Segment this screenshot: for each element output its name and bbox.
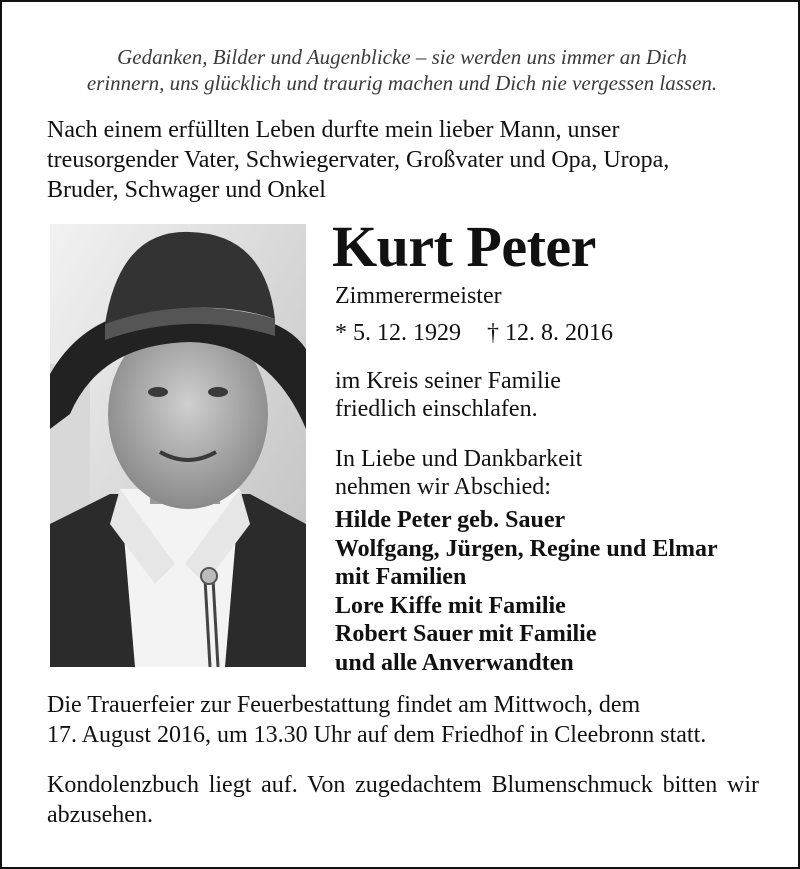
passing-line: im Kreis seiner Familie (335, 368, 561, 394)
funeral-notice-line: 17. August 2016, um 13.30 Uhr auf dem Friedhof in Cleebronn statt. (47, 722, 707, 748)
mourner-entry: mit Familien (335, 564, 467, 590)
mourner-entry: und alle Anverwandten (335, 649, 574, 676)
intro-line: treusorgender Vater, Schwiegervater, Großvater und Opa, Uropa, (47, 147, 670, 173)
birth-date: * 5. 12. 1929 (335, 320, 461, 346)
memorial-quote (42, 44, 762, 96)
mourner-entry: Wolfgang, Jürgen, Regine und Elmar (335, 535, 718, 562)
mourner-entry: Hilde Peter geb. Sauer (335, 507, 566, 533)
memorial-quote-line: Gedanken, Bilder und Augenblicke – sie werden uns immer an Dich (117, 45, 687, 69)
mourner-entry: Robert Sauer mit Familie (335, 621, 597, 647)
funeral-notice (47, 690, 767, 750)
mourners-list (335, 506, 785, 677)
death-date: † 12. 8. 2016 (487, 320, 613, 346)
intro-line: Nach einem erfüllten Leben durfte mein lieber Mann, unser (47, 117, 620, 143)
farewell-line: nehmen wir Abschied: (335, 474, 551, 500)
mourner-entry: Lore Kiffe mit Familie (335, 592, 566, 619)
farewell-text (335, 445, 775, 501)
deceased-profession: Zimmerermeister (335, 283, 502, 309)
intro-paragraph (47, 115, 777, 205)
farewell-line: In Liebe und Dankbarkeit (335, 446, 583, 472)
passing-line: friedlich einschlafen. (335, 396, 538, 422)
memorial-quote-line: erinnern, uns glücklich und traurig machen und Dich nie vergessen lassen. (86, 71, 718, 95)
portrait-photo (50, 224, 306, 667)
funeral-notice-line: Die Trauerfeier zur Feuerbestattung findet am Mittwoch, dem (47, 692, 641, 718)
passing-text (335, 367, 775, 423)
life-dates (335, 319, 613, 347)
intro-line: Bruder, Schwager und Onkel (47, 177, 326, 203)
condolence-notice: Kondolenzbuch liegt auf. Von zugedachtem Blumenschmuck bitten wir abzusehen. (47, 772, 759, 828)
deceased-name: Kurt Peter (332, 214, 596, 279)
